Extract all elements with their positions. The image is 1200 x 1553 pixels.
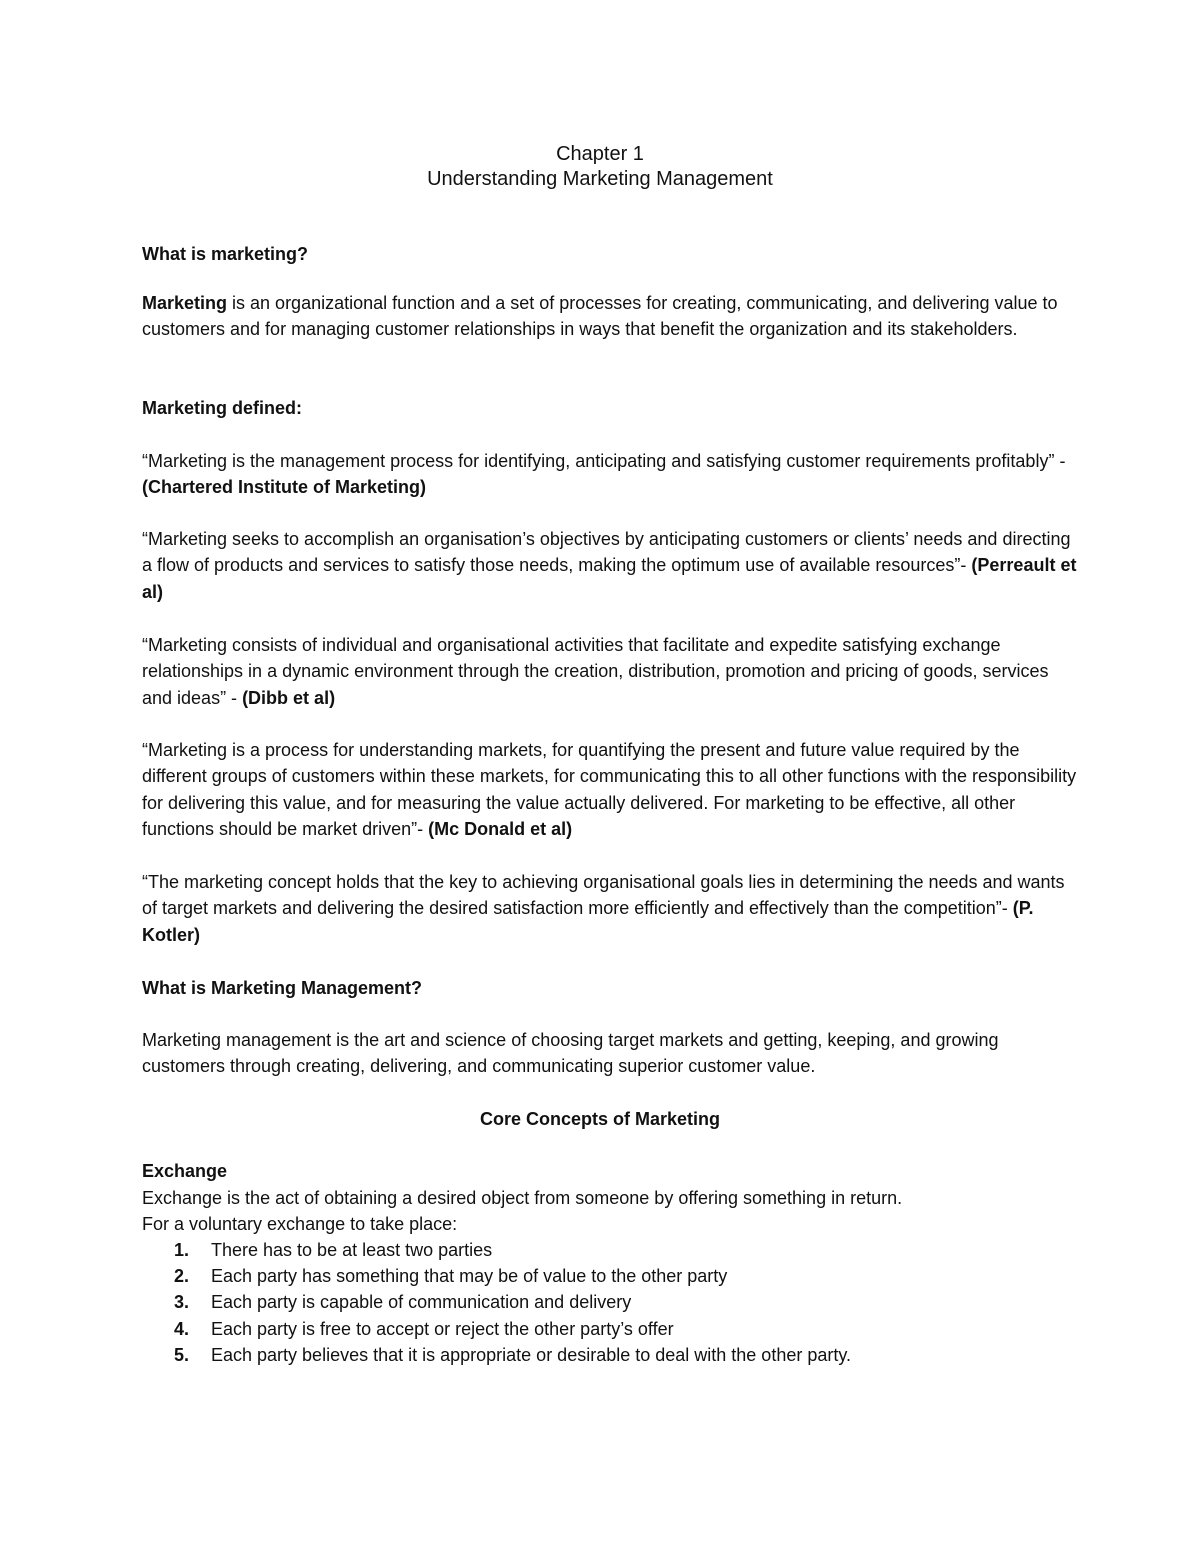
quote-paragraph-5 (142, 869, 1082, 948)
list-item-text: Each party is free to accept or reject the other party’s offer (211, 1318, 674, 1339)
exchange-lead-in: For a voluntary exchange to take place: (142, 1214, 458, 1234)
marketing-definition-text: is an organizational function and a set of processes for creating, communicating, and delivering value to customers and for managing customer relationships in ways that benefit the organization and its stakeholders. (142, 293, 1058, 340)
list-item-number: 4. (174, 1318, 190, 1339)
list-item-number: 3. (174, 1292, 190, 1313)
quote-source: (Mc Donald et al) (428, 819, 573, 840)
exchange-definition: Exchange is the act of obtaining a desired object from someone by offering something in return. (142, 1188, 903, 1208)
quote-paragraph-4 (142, 737, 1082, 843)
list-item-number: 5. (174, 1344, 190, 1365)
quote-text: “Marketing is a process for understanding markets, for quantifying the present and future value required by the different groups of customers within these markets, for communicating this to all other functions with the responsibility for delivering this value, and for measuring the value actually delivered. For marketing to be effective, all other functions should be market driven”- (142, 740, 1077, 840)
quote-text: “Marketing is the management process for identifying, anticipating and satisfying customer requirements profitably” - (142, 451, 1066, 471)
heading-core-concepts: Core Concepts of Marketing (479, 1109, 721, 1129)
list-item (142, 1289, 1082, 1315)
heading-exchange: Exchange (142, 1161, 228, 1181)
heading-marketing-defined: Marketing defined: (142, 398, 303, 418)
list-item (142, 1316, 1082, 1342)
quote-text: “The marketing concept holds that the key to achieving organisational goals lies in determining the needs and wants of target markets and delivering the desired satisfaction more efficiently and effectively than the competition”- (142, 872, 1065, 919)
marketing-term: Marketing (142, 293, 228, 313)
quote-paragraph-3 (142, 632, 1082, 711)
quote-source: (Dibb et al) (242, 687, 336, 708)
list-item-text: Each party believes that it is appropriate or desirable to deal with the other party. (211, 1344, 852, 1365)
marketing-management-paragraph: Marketing management is the art and science of choosing target markets and getting, keeping, and growing customers through creating, delivering, and communicating superior customer value. (142, 1030, 999, 1077)
heading-marketing-management: What is Marketing Management? (142, 978, 423, 998)
quote-source: (Chartered Institute of Marketing) (142, 477, 427, 498)
exchange-conditions-list (142, 1237, 1082, 1368)
quote-paragraph-1 (142, 448, 1082, 501)
quote-paragraph-2 (142, 526, 1082, 605)
quote-source: (Perreault et al) (142, 555, 1077, 602)
list-item-text: Each party is capable of communication and delivery (211, 1292, 632, 1313)
heading-what-is-marketing: What is marketing? (142, 244, 309, 264)
list-item-text: Each party has something that may be of value to the other party (211, 1266, 728, 1287)
marketing-definition-paragraph (142, 290, 1082, 343)
list-item (142, 1342, 1082, 1368)
list-item-number: 2. (174, 1266, 190, 1287)
quote-text: “Marketing seeks to accomplish an organisation’s objectives by anticipating customers or clients’ needs and directing a flow of products and services to satisfy those needs, making the optimum use of available resources”- (142, 529, 1071, 576)
list-item (142, 1263, 1082, 1289)
list-item-text: There has to be at least two parties (211, 1240, 493, 1260)
chapter-label: Chapter 1 (556, 143, 644, 165)
quote-source: (P. Kotler) (142, 898, 1034, 945)
quote-text: “Marketing consists of individual and organisational activities that facilitate and expedite satisfying exchange relationships in a dynamic environment through the creation, distribution, promotion and pricing of goods, services and ideas” - (142, 635, 1049, 708)
list-item (142, 1237, 1082, 1263)
page-title: Understanding Marketing Management (427, 168, 773, 190)
list-item-number: 1. (174, 1240, 190, 1260)
